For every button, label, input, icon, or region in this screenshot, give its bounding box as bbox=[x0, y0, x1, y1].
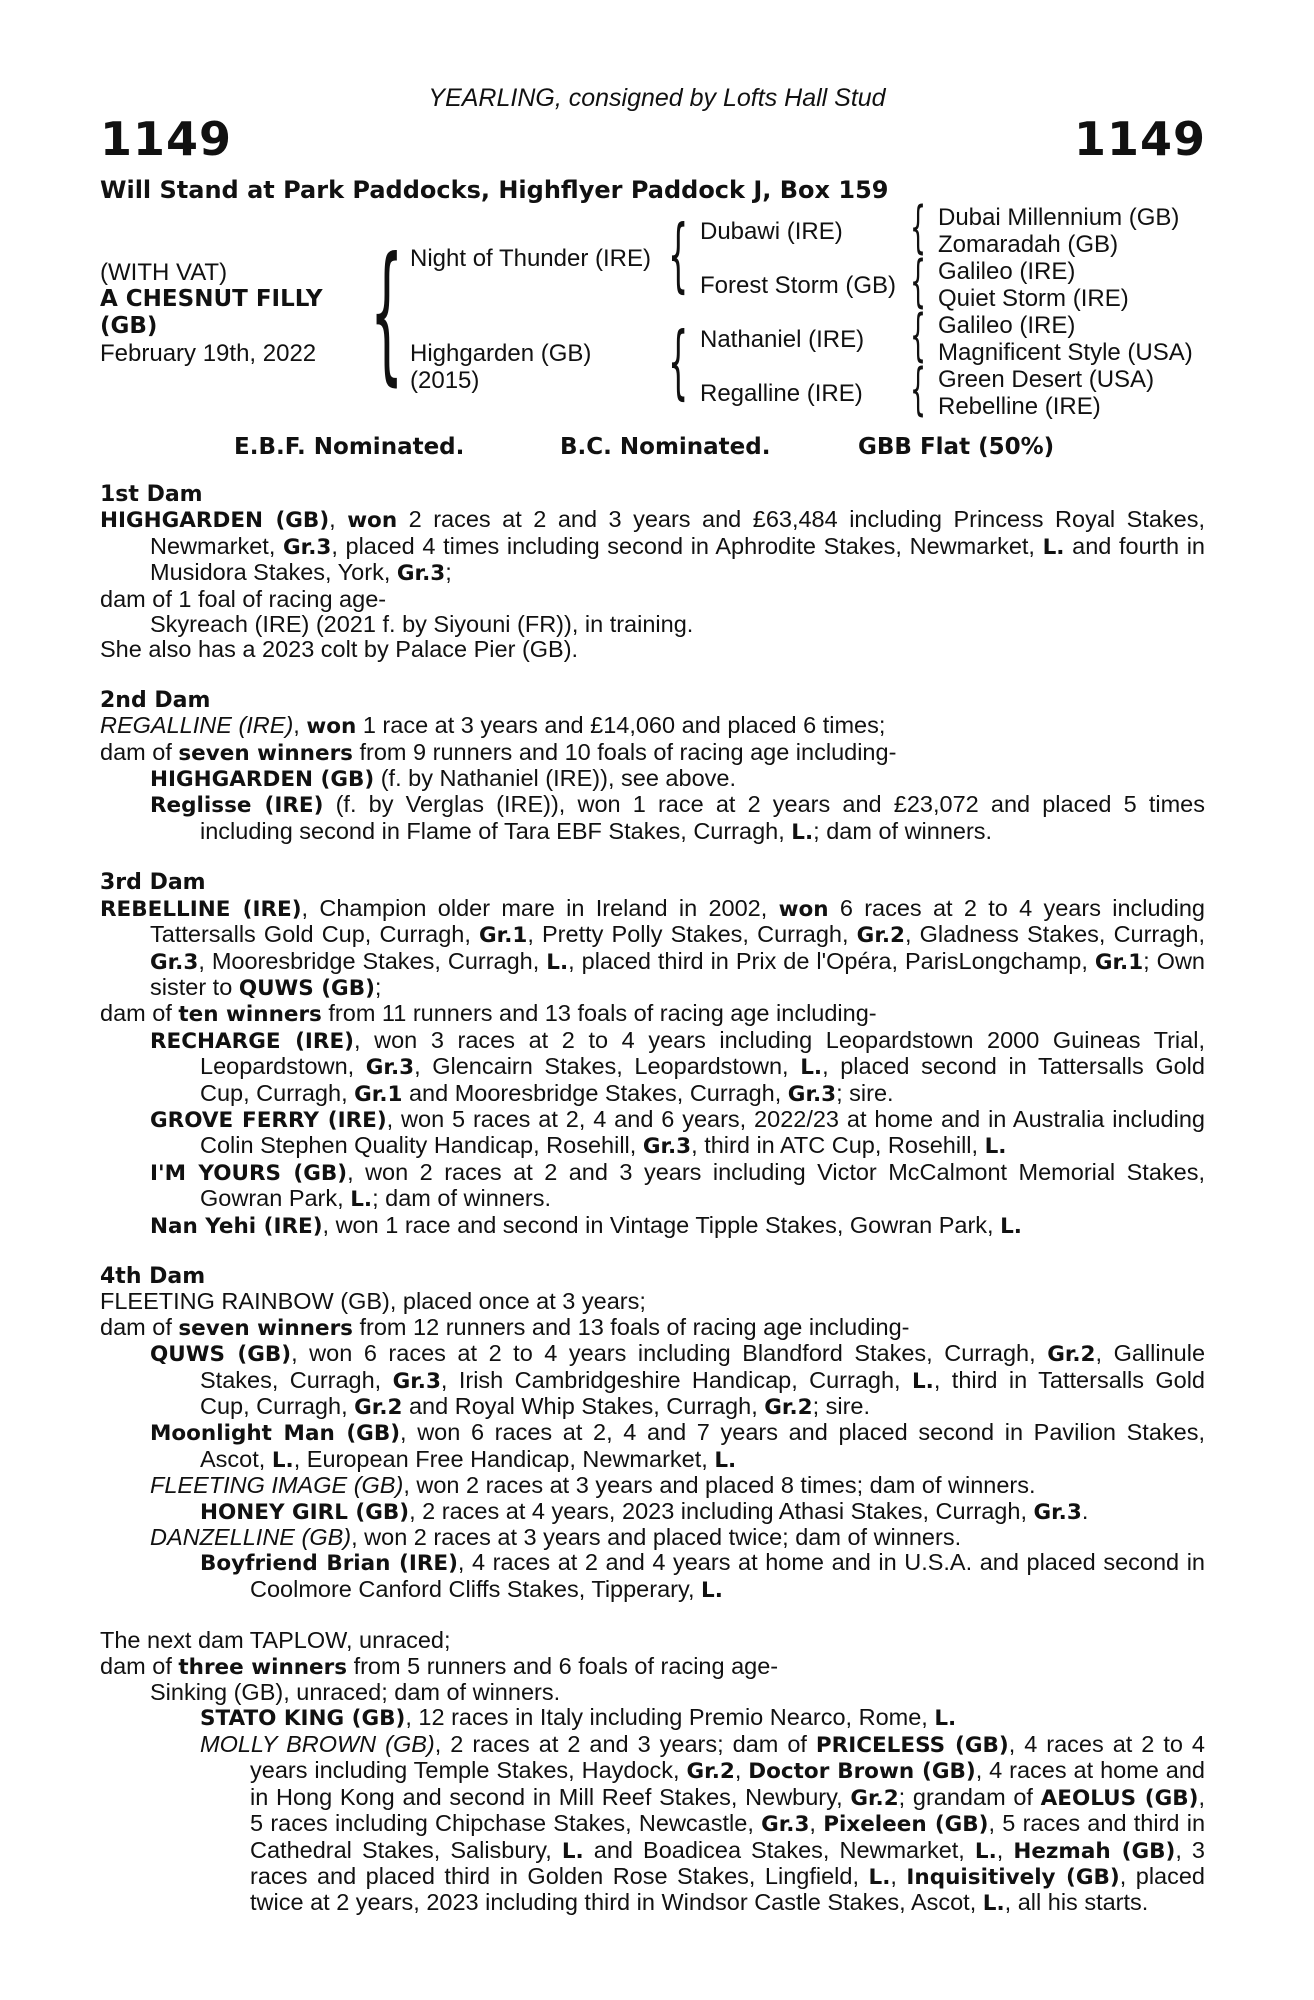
produce-entry: Reglisse (IRE) (f. by Verglas (IRE)), won 1 race at 2 years and £23,072 and placed 5 times including second in Flame of Tara EBF Stakes, Curragh, L.; dam of winners. bbox=[150, 791, 1205, 845]
ancestor-5: Galileo (IRE) bbox=[938, 312, 1076, 339]
produce-entry: I'M YOURS (GB), won 2 races at 2 and 3 years including Victor McCalmont Memorial Stakes, Gowran Park, L.; dam of winners. bbox=[150, 1158, 1205, 1213]
first-dam-note: She also has a 2023 colt by Palace Pier (GB). bbox=[100, 636, 579, 663]
fourth-dam-entry: FLEETING RAINBOW (GB), placed once at 3 years; bbox=[100, 1288, 646, 1315]
ancestor-3: Galileo (IRE) bbox=[938, 258, 1076, 285]
section-heading-1st-dam: 1st Dam bbox=[100, 482, 203, 507]
pedigree-notes bbox=[100, 482, 1205, 1917]
consignor-line: YEARLING, consigned by Lofts Hall Stud bbox=[428, 84, 886, 112]
sire-sire: Dubawi (IRE) bbox=[700, 218, 843, 245]
dam-sire: Nathaniel (IRE) bbox=[700, 326, 865, 353]
produce-entry: DANZELLINE (GB), won 2 races at 3 years and placed twice; dam of winners. bbox=[150, 1524, 962, 1551]
ancestor-8: Rebelline (IRE) bbox=[938, 393, 1101, 420]
subject-name: A CHESNUT FILLY bbox=[100, 286, 323, 312]
produce-entry: HIGHGARDEN (GB) (f. by Nathaniel (IRE)), see above. bbox=[150, 765, 736, 793]
ebf-nomination: E.B.F. Nominated. bbox=[234, 434, 465, 460]
dam-brace: { bbox=[668, 315, 689, 408]
sire-dam: Forest Storm (GB) bbox=[700, 272, 897, 299]
second-dam-produce: dam of seven winners from 9 runners and 10 foals of racing age including- bbox=[100, 738, 897, 766]
sire-brace: { bbox=[668, 208, 689, 301]
produce-entry: MOLLY BROWN (GB), 2 races at 2 and 3 years; dam of PRICELESS (GB), 4 races at 2 to 4 years including Temple Stakes, Haydock, Gr.2, Doctor Brown (GB), 4 races at home and in Hong Kong and second in Mill Reef Stakes, Newbury, Gr.2; grandam of AEOLUS (GB), 5 races including Chipchase Stakes, Newcastle, Gr.3, Pixeleen (GB), 5 races and third in Cathedral Stakes, Salisbury, L. and Boadicea Stakes, Newmarket, L., Hezmah (GB), 3 races and placed third in Golden Rose Stakes, Lingfield, L., Inquisitively (GB), placed twice at 2 years, 2023 including third in Windsor Castle Stakes, Ascot, L., all his starts. bbox=[200, 1730, 1206, 1917]
produce-entry: Sinking (GB), unraced; dam of winners. bbox=[150, 1679, 561, 1706]
produce-entry: GROVE FERRY (IRE), won 5 races at 2, 4 and 6 years, 2022/23 at home and in Australia including Colin Stephen Quality Handicap, Rosehill, Gr.3, third in ATC Cup, Rosehill, L. bbox=[150, 1105, 1205, 1160]
fourth-dam-produce: dam of seven winners from 12 runners and 13 foals of racing age including- bbox=[100, 1313, 910, 1341]
produce-entry: Boyfriend Brian (IRE), 4 races at 2 and 4 years at home and in U.S.A. and placed second in Coolmore Canford Cliffs Stakes, Tipperary, L. bbox=[200, 1549, 1205, 1603]
produce-entry: Skyreach (IRE) (2021 f. by Siyouni (FR)), in training. bbox=[150, 611, 694, 638]
sire: Night of Thunder (IRE) bbox=[410, 245, 651, 272]
pedigree-brace-main: { bbox=[370, 226, 404, 400]
section-heading-3rd-dam: 3rd Dam bbox=[100, 870, 206, 896]
foaling-date: February 19th, 2022 bbox=[100, 340, 317, 367]
dam-year: (2015) bbox=[410, 367, 480, 394]
dam-dam: Regalline (IRE) bbox=[700, 380, 863, 407]
second-dam-entry: REGALLINE (IRE), won 1 race at 3 years and £14,060 and placed 6 times; bbox=[100, 712, 886, 740]
next-dam-entry: The next dam TAPLOW, unraced; bbox=[100, 1627, 451, 1654]
produce-entry: FLEETING IMAGE (GB), won 2 races at 3 years and placed 8 times; dam of winners. bbox=[150, 1472, 1036, 1499]
produce-entry: HONEY GIRL (GB), 2 races at 4 years, 2023 including Athasi Stakes, Curragh, Gr.3. bbox=[200, 1497, 1089, 1525]
produce-entry: Nan Yehi (IRE), won 1 race and second in Vintage Tipple Stakes, Gowran Park, L. bbox=[150, 1211, 1022, 1239]
third-dam-produce: dam of ten winners from 11 runners and 13 foals of racing age including- bbox=[100, 1000, 877, 1028]
produce-entry: Moonlight Man (GB), won 6 races at 2, 4 and 7 years and placed second in Pavilion Stakes, Ascot, L., European Free Handicap, Newmarket, L. bbox=[150, 1419, 1205, 1473]
subject-name-country: (GB) bbox=[100, 313, 158, 339]
dam: Highgarden (GB) bbox=[410, 340, 592, 367]
produce-entry: RECHARGE (IRE), won 3 races at 2 to 4 years including Leopardstown 2000 Guineas Trial, Leopardstown, Gr.3, Glencairn Stakes, Leopardstown, L., placed second in Tattersalls Gold Cup, Curragh, Gr.1 and Mooresbridge Stakes, Curragh, Gr.3; sire. bbox=[150, 1026, 1205, 1107]
section-heading-4th-dam: 4th Dam bbox=[100, 1263, 206, 1289]
ancestor-1: Dubai Millennium (GB) bbox=[938, 204, 1180, 231]
section-heading-2nd-dam: 2nd Dam bbox=[100, 687, 211, 713]
gen3-brace-4: { bbox=[910, 357, 927, 422]
third-dam-entry: REBELLINE (IRE), Champion older mare in Ireland in 2002, won 6 races at 2 to 4 years including Tattersalls Gold Cup, Curragh, Gr.1, Pretty Polly Stakes, Curragh, Gr.2, Gladness Stakes, Curragh, Gr.3, Mooresbridge Stakes, Curragh, L., placed third in Prix de l'Opéra, ParisLongchamp, Gr.1; Own sister to QUWS (GB); bbox=[100, 894, 1205, 1001]
stand-location: Will Stand at Park Paddocks, Highflyer Paddock J, Box 159 bbox=[100, 176, 889, 204]
first-dam-produce: dam of 1 foal of racing age- bbox=[100, 585, 387, 612]
gen3-brace-3: { bbox=[910, 303, 927, 368]
ancestor-6: Magnificent Style (USA) bbox=[938, 339, 1193, 366]
gen3-brace-1: { bbox=[910, 195, 927, 260]
next-dam-produce: dam of three winners from 5 runners and 6 foals of racing age- bbox=[100, 1652, 779, 1680]
bc-nomination: B.C. Nominated. bbox=[560, 434, 771, 460]
produce-entry: QUWS (GB), won 6 races at 2 to 4 years including Blandford Stakes, Curragh, Gr.2, Gallinule Stakes, Curragh, Gr.3, Irish Cambridgeshire Handicap, Curragh, L., third in Tattersalls Gold Cup, Curragh, Gr.2 and Royal Whip Stakes, Curragh, Gr.2; sire. bbox=[150, 1340, 1206, 1420]
lot-number-right: 1149 bbox=[1073, 112, 1206, 166]
produce-entry: STATO KING (GB), 12 races in Italy including Premio Nearco, Rome, L. bbox=[200, 1704, 957, 1732]
gbb-flat: GBB Flat (50%) bbox=[858, 434, 1055, 460]
first-dam-entry: HIGHGARDEN (GB), won 2 races at 2 and 3 years and £63,484 including Princess Royal Stakes, Newmarket, Gr.3, placed 4 times including second in Aphrodite Stakes, Newmarket, L. and fourth in Musidora Stakes, York, Gr.3; bbox=[100, 506, 1206, 587]
gen3-brace-2: { bbox=[910, 249, 927, 314]
ancestor-7: Green Desert (USA) bbox=[938, 366, 1155, 393]
lot-number-left: 1149 bbox=[100, 112, 233, 166]
vat-label: (WITH VAT) bbox=[100, 259, 228, 286]
ancestor-4: Quiet Storm (IRE) bbox=[938, 285, 1129, 312]
ancestor-2: Zomaradah (GB) bbox=[938, 231, 1119, 258]
